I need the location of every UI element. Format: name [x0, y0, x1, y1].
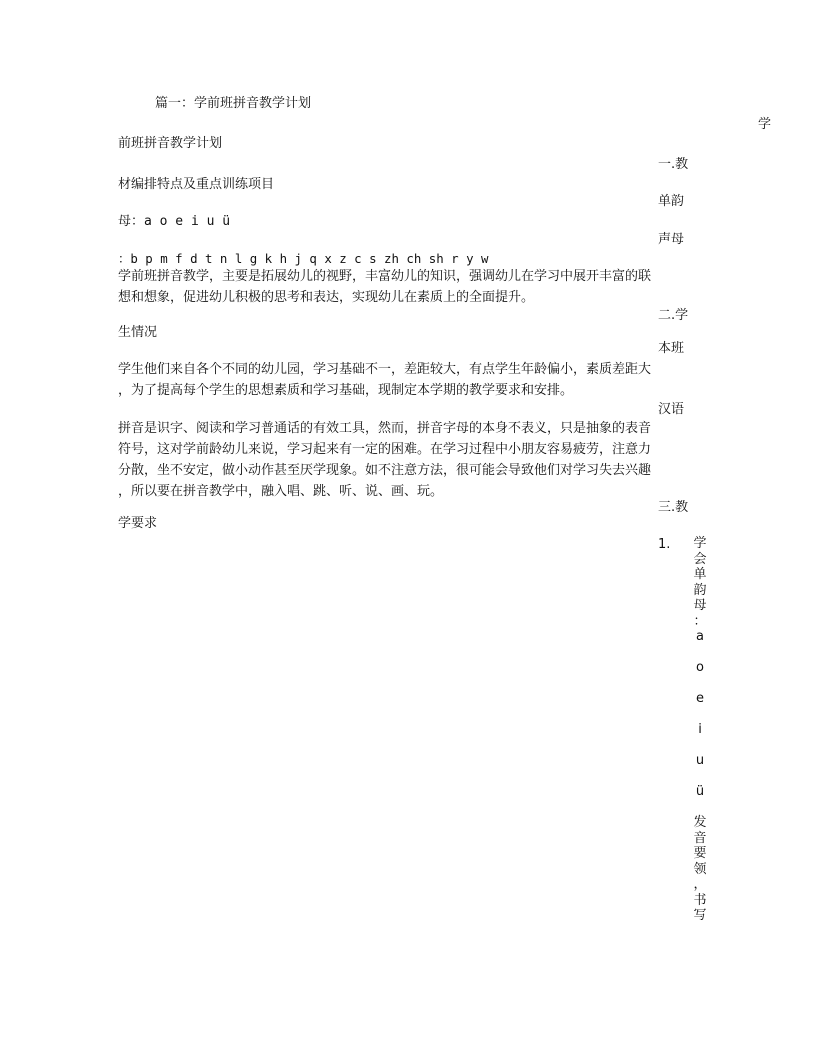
section-1-title: 材编排特点及重点训练项目 — [118, 177, 275, 192]
paragraph-line: 学前班拼音教学，主要是拓展幼儿的视野，丰富幼儿的知识，强调幼儿在学习中展开丰富的联 — [118, 269, 652, 284]
section-3-label: 三.教 — [658, 500, 689, 515]
vertical-char — [690, 769, 710, 785]
paragraph-intro — [118, 266, 698, 308]
vertical-char: 单 — [693, 567, 707, 582]
vertical-char: 母 — [693, 598, 707, 613]
document-heading: 篇一：学前班拼音教学计划 — [155, 96, 312, 111]
vertical-char: 写 — [693, 908, 707, 923]
vertical-char: 会 — [693, 551, 707, 567]
paragraph-line: 符号，这对学前龄幼儿来说，学习起来有一定的困难。在学习过程中小朋友容易疲劳，注意力 — [118, 442, 652, 457]
vertical-char: ü — [695, 784, 705, 799]
vertical-char: a — [696, 629, 704, 644]
item-1-vertical-text — [690, 536, 710, 924]
class-label: 本班 — [658, 341, 685, 356]
vertical-char — [690, 676, 710, 692]
paragraph-students — [118, 359, 698, 401]
initials-list: ：b p m f d t n l g k h j q x z c s zh ch sh r y w — [118, 251, 489, 266]
document-subtitle: 前班拼音教学计划 — [118, 136, 223, 151]
vertical-char: u — [695, 753, 705, 768]
single-finals-list: 母：a o e i u ü — [118, 214, 231, 229]
paragraph-line: 想和想象，促进幼儿积极的思考和表达，实现幼儿在素质上的全面提升。 — [118, 290, 535, 305]
paragraph-line: ，为了提高每个学生的思想素质和学习基础，现制定本学期的教学要求和安排。 — [118, 383, 574, 398]
paragraph-line: 拼音是识字、阅读和学习普通话的有效工具，然而，拼音字母的本身不表义，只是抽象的表音 — [118, 421, 652, 436]
item-1-number: 1. — [658, 537, 671, 552]
section-3-title: 学要求 — [118, 516, 158, 531]
vertical-char: 发 — [693, 815, 707, 830]
vertical-char: ： — [693, 613, 707, 629]
paragraph-line: 学生他们来自各个不同的幼儿园，学习基础不一，差距较大，有点学生年龄偏小，素质差距大 — [118, 362, 652, 377]
pinyin-label: 汉语 — [658, 402, 685, 417]
heading-continuation: 学 — [758, 117, 772, 132]
vertical-char — [690, 800, 710, 816]
vertical-char: 韵 — [693, 582, 707, 598]
vertical-char — [690, 738, 710, 754]
vertical-char: 书 — [693, 892, 707, 908]
section-1-label: 一.教 — [658, 157, 689, 172]
vertical-char — [690, 707, 710, 723]
paragraph-line: 分散，坐不安定，做小动作甚至厌学现象。如不注意方法，很可能会导致他们对学习失去兴趣 — [118, 463, 652, 478]
vertical-char: 要 — [693, 846, 707, 861]
paragraph-line: ，所以要在拼音教学中，融入唱、跳、听、说、画、玩。 — [118, 484, 444, 499]
vertical-char: e — [696, 691, 704, 706]
section-2-title: 生情况 — [118, 325, 158, 340]
vertical-char: i — [698, 722, 702, 737]
vertical-char — [690, 645, 710, 661]
vertical-char: 音 — [693, 830, 707, 846]
section-2-label: 二.学 — [658, 308, 689, 323]
initials-label: 声母 — [658, 232, 685, 247]
vertical-char: o — [696, 660, 704, 675]
vertical-char: 领 — [693, 861, 707, 877]
single-finals-label: 单韵 — [658, 194, 685, 209]
paragraph-pinyin — [118, 418, 698, 502]
vertical-char: 学 — [693, 536, 707, 551]
vertical-char: ， — [693, 877, 707, 892]
